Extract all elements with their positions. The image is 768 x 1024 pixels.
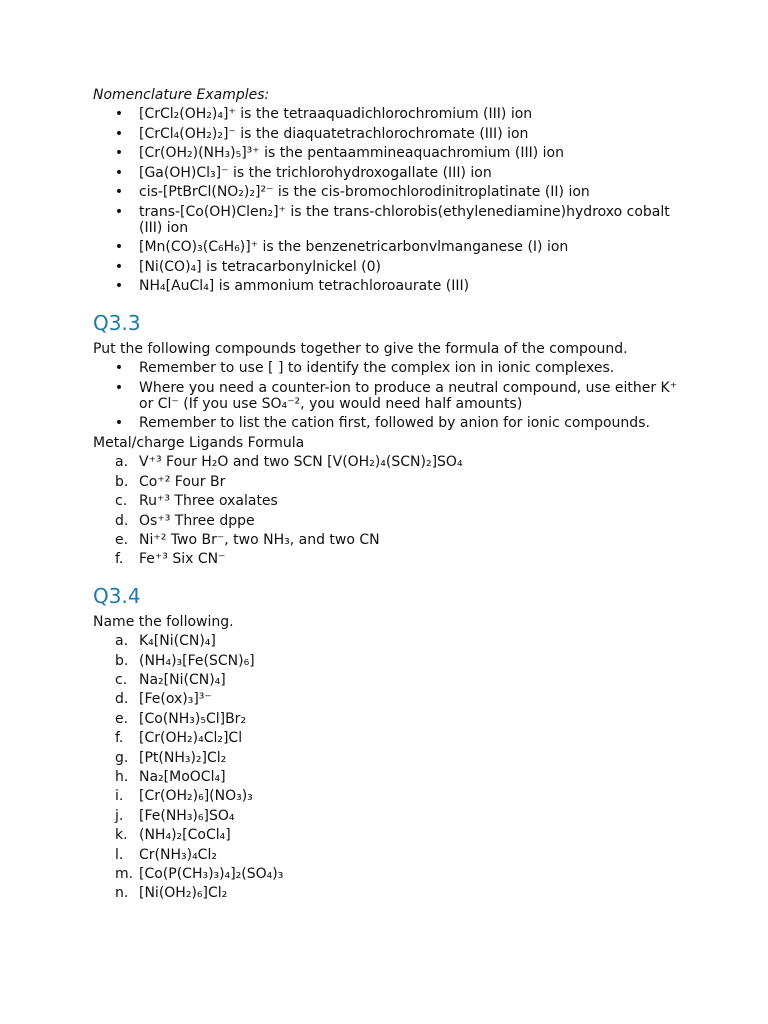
list-item-text: Cr(NH₃)₄Cl₂ bbox=[139, 846, 217, 863]
list-item-text: [Ni(CO)₄] is tetracarbonylnickel (0) bbox=[139, 258, 382, 275]
item-letter: a. bbox=[115, 633, 129, 650]
list-item-text: [Cr(OH₂)₄Cl₂]Cl bbox=[139, 730, 243, 747]
list-item bbox=[93, 768, 693, 787]
list-item bbox=[93, 826, 693, 845]
list-item-text: [CrCl₂(OH₂)₄]⁺ is the tetraaquadichlorochromium (III) ion bbox=[139, 106, 533, 123]
item-letter: b. bbox=[115, 652, 129, 669]
list-item bbox=[93, 492, 693, 511]
list-item bbox=[93, 359, 693, 378]
list-item-text: cis-[PtBrCl(NO₂)₂]²⁻ is the cis-bromochlorodinitroplatinate (II) ion bbox=[139, 184, 590, 201]
list-item bbox=[93, 690, 693, 709]
list-item bbox=[93, 378, 693, 414]
item-letter: d. bbox=[115, 691, 129, 708]
item-letter: e. bbox=[115, 531, 129, 548]
bullet-icon: • bbox=[114, 106, 124, 123]
item-letter: c. bbox=[115, 671, 128, 688]
list-item bbox=[93, 164, 693, 183]
list-item bbox=[93, 183, 693, 202]
list-item bbox=[93, 277, 693, 296]
bullet-icon: • bbox=[114, 184, 124, 201]
item-letter: k. bbox=[115, 827, 128, 844]
item-letter: b. bbox=[115, 473, 129, 490]
item-letter: m. bbox=[115, 866, 134, 882]
bullet-icon: • bbox=[114, 239, 124, 256]
item-letter: a. bbox=[115, 454, 129, 471]
list-item bbox=[93, 710, 693, 729]
list-item bbox=[93, 652, 693, 671]
bullet-icon: • bbox=[114, 164, 124, 181]
list-item bbox=[93, 550, 693, 569]
list-item bbox=[93, 749, 693, 768]
nomenclature-list bbox=[93, 105, 693, 296]
bullet-icon: • bbox=[114, 258, 124, 275]
list-item-text: NH₄[AuCl₄] is ammonium tetrachloroaurate (III) bbox=[139, 278, 470, 295]
list-item-text: Where you need a counter-ion to produce a neutral compound, use either K⁺ or Cl⁻ (If you use SO₄⁻², you would need half amounts) bbox=[139, 380, 678, 413]
bullet-icon: • bbox=[114, 360, 124, 377]
list-item-text: [Cr(OH₂)(NH₃)₅]³⁺ is the pentaammineaquachromium (III) ion bbox=[139, 145, 564, 162]
list-item bbox=[93, 671, 693, 690]
q34-items-list bbox=[93, 632, 693, 904]
q33-intro: Put the following compounds together to give the formula of the compound. bbox=[93, 340, 628, 357]
q33-items-list bbox=[93, 453, 693, 569]
list-item-text: V⁺³ Four H₂O and two SCN [V(OH₂)₄(SCN)₂]SO₄ bbox=[139, 454, 463, 471]
section-heading-q33: Q3.3 bbox=[93, 310, 141, 335]
item-letter: f. bbox=[115, 551, 124, 568]
bullet-icon: • bbox=[114, 204, 124, 221]
document-page bbox=[93, 86, 693, 904]
bullet-icon: • bbox=[114, 278, 124, 295]
list-item-text: [Mn(CO)₃(C₆H₆)]⁺ is the benzenetricarbonvlmanganese (I) ion bbox=[139, 239, 569, 256]
list-item-text: [Co(NH₃)₅Cl]Br₂ bbox=[139, 710, 247, 727]
list-item bbox=[93, 125, 693, 144]
list-item bbox=[93, 531, 693, 550]
bullet-icon: • bbox=[114, 380, 124, 397]
list-item-text: Na₂[Ni(CN)₄] bbox=[139, 671, 226, 688]
list-item-text: [Fe(NH₃)₆]SO₄ bbox=[139, 807, 235, 824]
list-item-text: Remember to list the cation first, followed by anion for ionic compounds. bbox=[139, 415, 650, 432]
item-letter: h. bbox=[115, 768, 129, 785]
list-item bbox=[93, 202, 693, 238]
q33-table-header: Metal/charge Ligands Formula bbox=[93, 434, 305, 451]
list-item bbox=[93, 105, 693, 124]
list-item bbox=[93, 414, 693, 433]
nomenclature-title: Nomenclature Examples: bbox=[93, 87, 270, 103]
list-item bbox=[93, 807, 693, 826]
list-item-text: [Ni(OH₂)₆]Cl₂ bbox=[139, 885, 228, 902]
list-item bbox=[93, 512, 693, 531]
list-item bbox=[93, 238, 693, 257]
list-item bbox=[93, 729, 693, 748]
list-item bbox=[93, 258, 693, 277]
q33-hints-list bbox=[93, 359, 693, 434]
list-item-text: (NH₄)₂[CoCl₄] bbox=[139, 827, 231, 844]
list-item bbox=[93, 453, 693, 472]
list-item-text: [Cr(OH₂)₆](NO₃)₃ bbox=[139, 788, 253, 805]
item-letter: e. bbox=[115, 710, 129, 727]
bullet-icon: • bbox=[114, 415, 124, 432]
list-item-text: trans-[Co(OH)Clen₂]⁺ is the trans-chlorobis(ethylenediamine)hydroxo cobalt (III) ion bbox=[139, 204, 670, 237]
list-item-text: [CrCl₄(OH₂)₂]⁻ is the diaquatetrachlorochromate (III) ion bbox=[139, 125, 529, 142]
item-letter: i. bbox=[115, 788, 124, 805]
item-letter: j. bbox=[115, 807, 124, 824]
list-item bbox=[93, 846, 693, 865]
section-heading-q34: Q3.4 bbox=[93, 583, 141, 608]
item-letter: f. bbox=[115, 730, 124, 747]
item-letter: c. bbox=[115, 493, 128, 510]
list-item-text: Na₂[MoOCl₄] bbox=[139, 768, 226, 785]
list-item-text: (NH₄)₃[Fe(SCN)₆] bbox=[139, 652, 255, 669]
item-letter: l. bbox=[115, 846, 124, 863]
list-item-text: Fe⁺³ Six CN⁻ bbox=[139, 551, 226, 568]
list-item bbox=[93, 865, 693, 884]
list-item-text: Ru⁺³ Three oxalates bbox=[139, 493, 278, 510]
list-item-text: Os⁺³ Three dppe bbox=[139, 512, 255, 529]
list-item bbox=[93, 787, 693, 806]
list-item bbox=[93, 632, 693, 651]
list-item bbox=[93, 884, 693, 903]
list-item bbox=[93, 473, 693, 492]
item-letter: d. bbox=[115, 512, 129, 529]
list-item-text: [Pt(NH₃)₂]Cl₂ bbox=[139, 749, 227, 766]
list-item-text: K₄[Ni(CN)₄] bbox=[139, 633, 216, 650]
list-item-text: [Ga(OH)Cl₃]⁻ is the trichlorohydroxogallate (III) ion bbox=[139, 164, 492, 181]
q34-intro: Name the following. bbox=[93, 613, 234, 630]
list-item-text: [Fe(ox)₃]³⁻ bbox=[139, 691, 212, 708]
bullet-icon: • bbox=[114, 125, 124, 142]
list-item-text: [Co(P(CH₃)₃)₄]₂(SO₄)₃ bbox=[139, 866, 284, 882]
bullet-icon: • bbox=[114, 145, 124, 162]
item-letter: g. bbox=[115, 749, 129, 766]
list-item-text: Co⁺² Four Br bbox=[139, 473, 226, 490]
list-item-text: Remember to use [ ] to identify the complex ion in ionic complexes. bbox=[139, 360, 615, 377]
list-item bbox=[93, 144, 693, 163]
list-item-text: Ni⁺² Two Br⁻, two NH₃, and two CN bbox=[139, 531, 380, 548]
item-letter: n. bbox=[115, 885, 129, 902]
